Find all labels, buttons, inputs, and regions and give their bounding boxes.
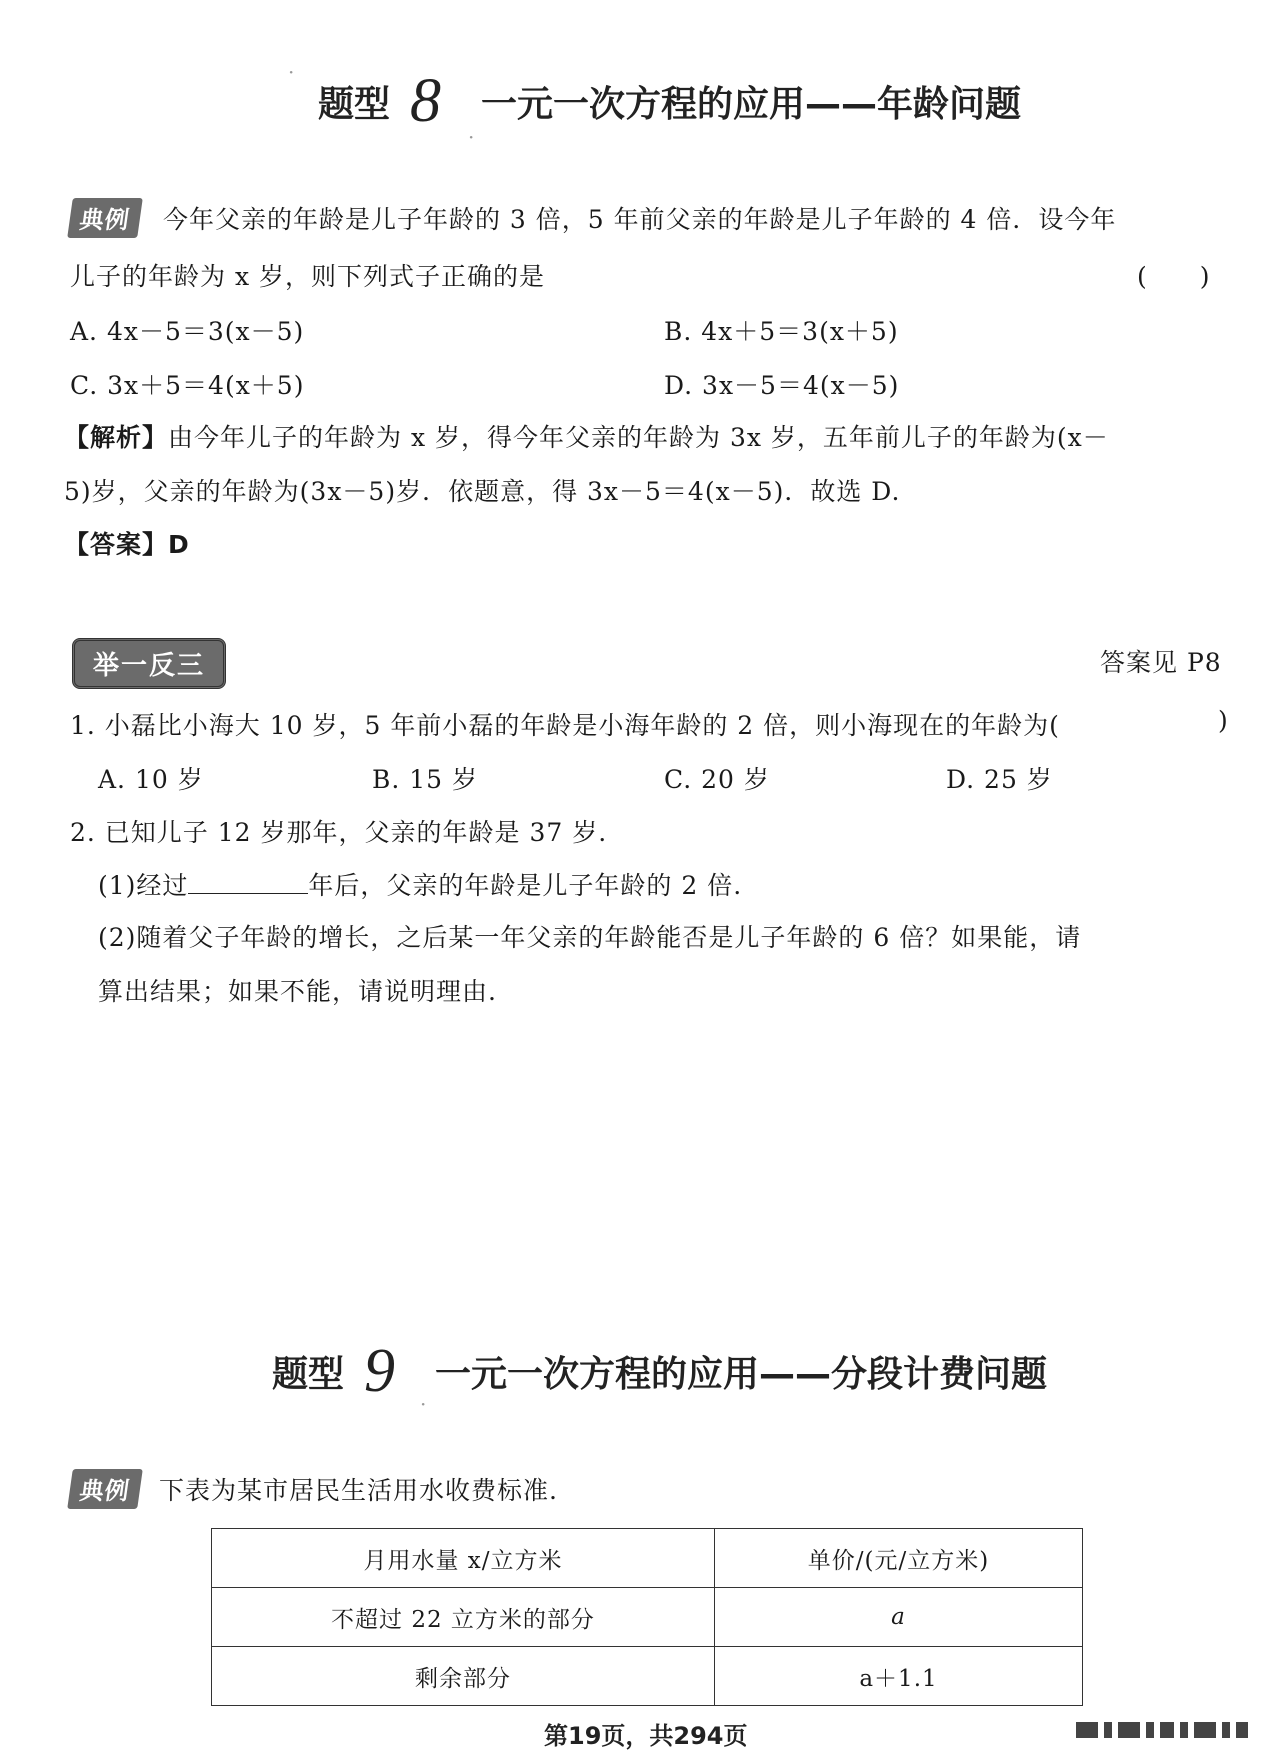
answer-value: D <box>168 530 190 559</box>
question-2-part-1-after: 年后，父亲的年龄是儿子年龄的 2 倍. <box>308 871 743 900</box>
section-9-heading: 一元一次方程的应用——分段计费问题 <box>435 1353 1048 1395</box>
answer-label: 【答案】 <box>64 530 169 559</box>
analysis-text-line1: 由今年儿子的年龄为 x 岁，得今年父亲的年龄为 3x 岁，五年前儿子的年龄为(x－ <box>168 423 1109 452</box>
example-1-option-a: A. 4x－5＝3(x－5) <box>70 317 305 346</box>
analysis-label: 【解析】 <box>64 423 169 452</box>
table-cell: a＋1.1 <box>715 1647 1083 1706</box>
page-number: 第19页，共294页 <box>544 1722 748 1750</box>
example-1-text-line1: 今年父亲的年龄是儿子年龄的 3 倍，5 年前父亲的年龄是儿子年龄的 4 倍．设今年 <box>162 205 1117 234</box>
scan-mark: · <box>468 125 475 149</box>
section-8-prefix: 题型 <box>318 83 391 125</box>
section-8-number: 8 <box>410 67 442 135</box>
analysis-text-line2: 5)岁，父亲的年龄为(3x－5)岁．依题意，得 3x－5＝4(x－5)．故选 D. <box>64 477 901 506</box>
table-header-cell: 单价/(元/立方米) <box>715 1529 1083 1588</box>
question-1-option-b: B. 15 岁 <box>372 765 479 794</box>
section-9-prefix: 题型 <box>272 1353 345 1395</box>
table-cell: 剩余部分 <box>212 1647 715 1706</box>
question-2-part-1-before: (1)经过 <box>98 871 189 900</box>
answer-line <box>64 525 190 561</box>
table-cell: a <box>715 1588 1083 1647</box>
section-9-title <box>272 1337 1048 1405</box>
question-1-option-d: D. 25 岁 <box>946 765 1053 794</box>
question-1-option-a: A. 10 岁 <box>98 765 204 794</box>
example-2-line <box>70 1469 558 1509</box>
table-row <box>212 1588 1083 1647</box>
answer-reference: 答案见 P8 <box>1100 648 1222 677</box>
question-2-text: 2. 已知儿子 12 岁那年，父亲的年龄是 37 岁. <box>70 818 608 847</box>
example-1-text-line2: 儿子的年龄为 x 岁，则下列式子正确的是 <box>70 262 545 291</box>
table-row <box>212 1647 1083 1706</box>
question-1-text: 1. 小磊比小海大 10 岁，5 年前小磊的年龄是小海年龄的 2 倍，则小海现在的年龄为( <box>70 711 1060 740</box>
table-header-cell: 月用水量 x/立方米 <box>212 1529 715 1588</box>
section-9-number: 9 <box>364 1337 396 1405</box>
question-2-part-1 <box>98 866 742 902</box>
example-1-option-d: D. 3x－5＝4(x－5) <box>664 371 900 400</box>
analysis-line1 <box>64 418 1109 454</box>
scan-mark: · <box>288 60 295 84</box>
question-1-paren-end: ) <box>1218 706 1229 735</box>
example-1-answer-paren: ( ) <box>1137 262 1211 291</box>
scan-mark: · <box>420 1392 427 1416</box>
water-fee-table <box>211 1528 1083 1706</box>
example-1-option-b: B. 4x＋5＝3(x＋5) <box>664 317 899 346</box>
practice-header <box>72 638 226 689</box>
example-1-line1 <box>70 198 1116 238</box>
table-cell: 不超过 22 立方米的部分 <box>212 1588 715 1647</box>
example-2-badge: 典例 <box>67 1469 143 1509</box>
table-header-row <box>212 1529 1083 1588</box>
question-1-option-c: C. 20 岁 <box>664 765 770 794</box>
question-2-part-2-line2: 算出结果；如果不能，请说明理由. <box>98 977 497 1006</box>
example-badge: 典例 <box>67 198 143 238</box>
example-2-text: 下表为某市居民生活用水收费标准. <box>158 1476 558 1505</box>
question-2-part-2-line1: (2)随着父子年龄的增长，之后某一年父亲的年龄能否是儿子年龄的 6 倍？如果能，请 <box>98 923 1082 952</box>
example-1-option-c: C. 3x＋5＝4(x＋5) <box>70 371 305 400</box>
scan-bars-decoration <box>1076 1722 1248 1738</box>
section-8-heading: 一元一次方程的应用——年龄问题 <box>481 83 1022 125</box>
answer-blank[interactable] <box>188 871 308 894</box>
section-8-title <box>318 67 1022 135</box>
practice-badge: 举一反三 <box>72 638 226 689</box>
